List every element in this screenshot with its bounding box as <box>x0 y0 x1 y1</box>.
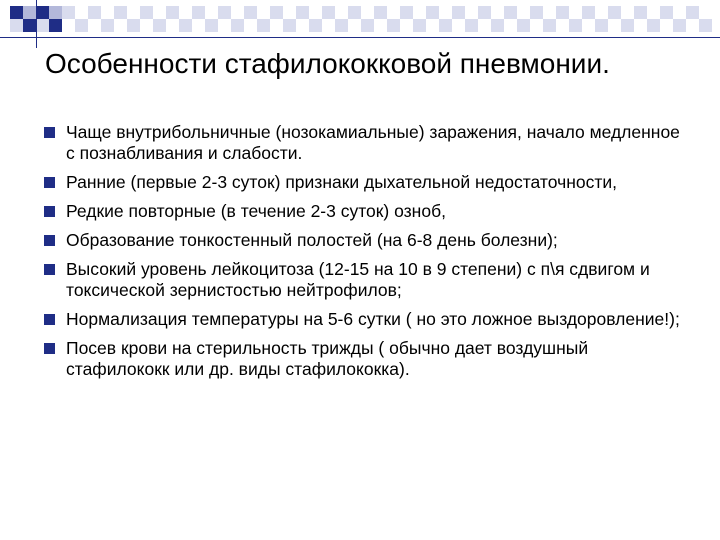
checker-square <box>127 19 140 32</box>
checker-square <box>309 19 322 32</box>
checker-square <box>36 19 49 32</box>
checker-square <box>413 19 426 32</box>
checker-square <box>517 19 530 32</box>
list-item <box>44 201 684 222</box>
checker-square <box>439 19 452 32</box>
checker-square <box>582 6 595 19</box>
checker-square <box>49 6 62 19</box>
list-item-text: Посев крови на стерильность трижды ( обычно дает воздушный стафилококк или др. виды стафилококка). <box>66 338 589 379</box>
checker-square <box>10 19 23 32</box>
checker-square <box>49 19 62 32</box>
checker-square <box>621 19 634 32</box>
checker-square <box>192 6 205 19</box>
list-item <box>44 309 684 330</box>
list-item-text: Образование тонкостенный полостей (на 6-8 день болезни); <box>66 230 558 250</box>
decorative-horizontal-rule <box>0 37 720 38</box>
checker-square <box>75 19 88 32</box>
checker-square <box>218 6 231 19</box>
square-bullet-icon <box>44 206 55 217</box>
checker-square <box>140 6 153 19</box>
checker-square <box>634 6 647 19</box>
checker-square <box>361 19 374 32</box>
checker-square <box>556 6 569 19</box>
checker-square <box>322 6 335 19</box>
checker-square <box>231 19 244 32</box>
checker-square <box>244 6 257 19</box>
checker-square <box>179 19 192 32</box>
checker-square <box>452 6 465 19</box>
square-bullet-icon <box>44 314 55 325</box>
checker-square <box>595 19 608 32</box>
checker-square <box>478 6 491 19</box>
checker-square <box>491 19 504 32</box>
decorative-vertical-rule <box>36 0 37 48</box>
checker-square <box>296 6 309 19</box>
checker-square <box>530 6 543 19</box>
square-bullet-icon <box>44 177 55 188</box>
checker-square <box>400 6 413 19</box>
slide-title: Особенности стафилококковой пневмонии. <box>45 48 610 79</box>
checker-square <box>686 6 699 19</box>
checker-square <box>660 6 673 19</box>
list-item <box>44 230 684 251</box>
checker-square <box>10 6 23 19</box>
checker-square <box>283 19 296 32</box>
list-item <box>44 172 684 193</box>
list-item <box>44 259 684 301</box>
checker-square <box>101 19 114 32</box>
checker-square <box>387 19 400 32</box>
checker-square <box>205 19 218 32</box>
checker-square <box>374 6 387 19</box>
square-bullet-icon <box>44 127 55 138</box>
checker-square <box>166 6 179 19</box>
checker-square <box>608 6 621 19</box>
checker-square <box>569 19 582 32</box>
checker-square <box>335 19 348 32</box>
list-item-text: Ранние (первые 2-3 суток) признаки дыхательной недостаточности, <box>66 172 617 192</box>
checker-square <box>465 19 478 32</box>
decorative-checker-pattern <box>0 0 720 48</box>
checker-square <box>36 6 49 19</box>
checker-square <box>543 19 556 32</box>
bullet-list <box>44 122 684 388</box>
checker-square <box>348 6 361 19</box>
checker-square <box>270 6 283 19</box>
list-item-text: Чаще внутрибольничные (нозокамиальные) заражения, начало медленное с познабливания и слабости. <box>66 122 680 163</box>
checker-square <box>426 6 439 19</box>
list-item <box>44 122 684 164</box>
checker-square <box>153 19 166 32</box>
square-bullet-icon <box>44 343 55 354</box>
checker-square <box>23 6 36 19</box>
list-item-text: Нормализация температуры на 5-6 сутки ( но это ложное выздоровление!); <box>66 309 680 329</box>
list-item-text: Высокий уровень лейкоцитоза (12-15 на 10 в 9 степени) с п\я сдвигом и токсической зернистостью нейтрофилов; <box>66 259 650 300</box>
square-bullet-icon <box>44 235 55 246</box>
checker-square <box>23 19 36 32</box>
list-item-text: Редкие повторные (в течение 2-3 суток) озноб, <box>66 201 446 221</box>
checker-square <box>647 19 660 32</box>
checker-square <box>62 6 75 19</box>
checker-square <box>114 6 127 19</box>
checker-square <box>257 19 270 32</box>
checker-square <box>88 6 101 19</box>
checker-square <box>699 19 712 32</box>
list-item <box>44 338 684 380</box>
checker-square <box>673 19 686 32</box>
square-bullet-icon <box>44 264 55 275</box>
checker-square <box>504 6 517 19</box>
